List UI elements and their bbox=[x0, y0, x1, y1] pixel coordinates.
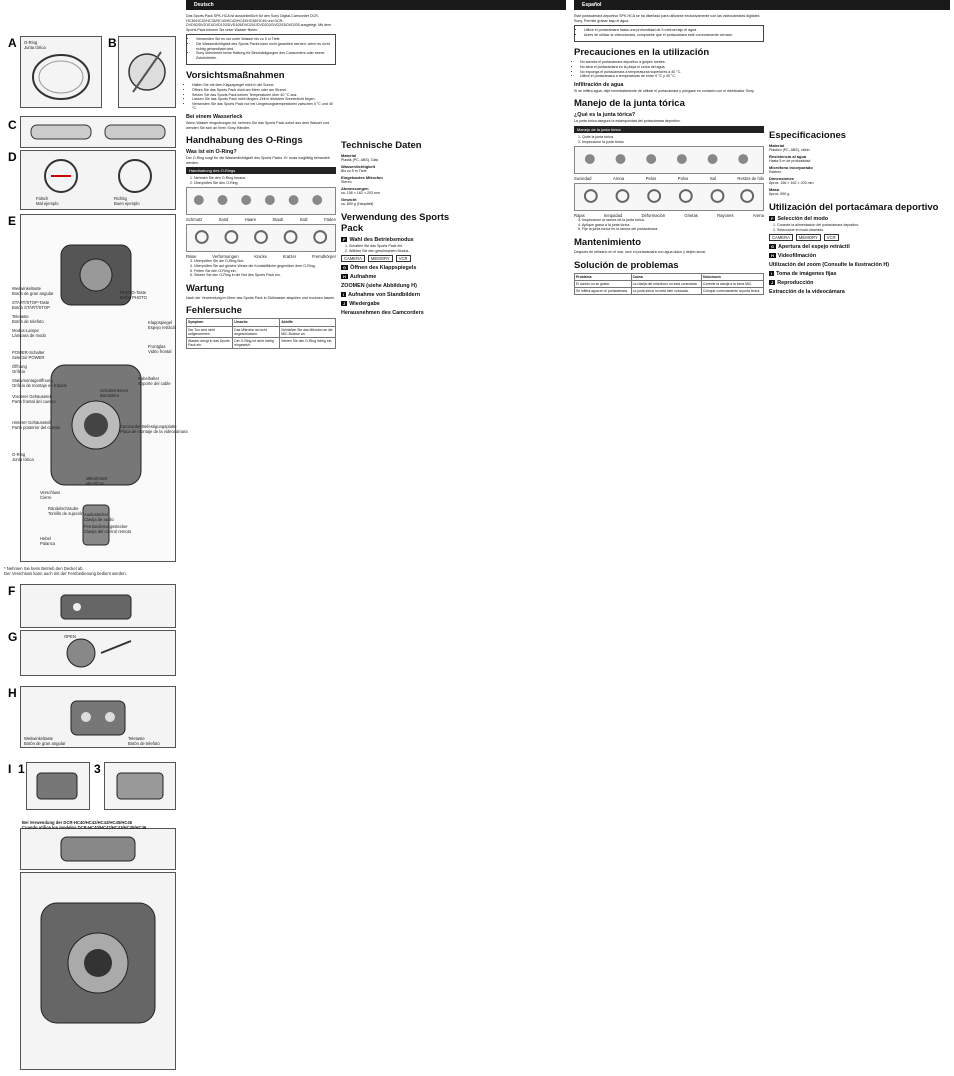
spec-value: Stereo bbox=[341, 180, 352, 185]
mode-vcr: VCR bbox=[396, 255, 411, 262]
table-cell: Der O-Ring ist nicht richtig eingesetzt. bbox=[233, 338, 280, 349]
deutsch-oring-step: 4. Überprüfen Sie auf gleiche Weise die Kontaktfläche gegenüber dem O-Ring. bbox=[194, 264, 336, 269]
espanol-use-h: Videofilmación bbox=[777, 253, 817, 260]
figure-e-label-rear-part: Vorderer Gehäuseteil Parte frontal del cuerpo bbox=[12, 394, 56, 404]
deutsch-remove: Herausnehmen des Camcorders bbox=[341, 310, 424, 317]
figure-d-label-wrong: Falsch Mal ejemplo bbox=[36, 196, 59, 206]
deutsch-check-items bbox=[186, 217, 336, 222]
deutsch-trouble-table bbox=[186, 318, 336, 349]
damage-item: Grietas bbox=[684, 213, 698, 219]
spec-value: Estéreo bbox=[769, 170, 782, 175]
spec-value: Plástico (PC, ABS), vidrio bbox=[769, 148, 810, 152]
spec-label: Wasserdichtigkeit bbox=[341, 164, 376, 170]
espanol-precaution: • Utilice el portacámara a temperaturas de entre 0 °C y 40 °C. bbox=[580, 74, 764, 79]
deutsch-oring-bar: Handhabung des O-Rings bbox=[186, 167, 336, 174]
check-item: Sand bbox=[218, 217, 229, 223]
deutsch-use-f-step: 1. Schalten Sie das Sports Pack ein. bbox=[349, 244, 451, 249]
table-row bbox=[575, 287, 764, 294]
figure-e-label-lever: Hebel Palanca bbox=[40, 536, 56, 546]
damage-item: Fremdkörper bbox=[312, 254, 336, 260]
spec-label: Masa bbox=[769, 187, 780, 193]
step-tag-h: H bbox=[771, 253, 774, 259]
deutsch-column-1 bbox=[186, 10, 336, 351]
figure-g-label: OPEN bbox=[64, 634, 76, 639]
check-item: Schmutz bbox=[186, 217, 203, 223]
spec-value: Hasta 5 m de profundidad bbox=[769, 159, 811, 164]
deutsch-check-figure bbox=[186, 187, 336, 215]
step-tag-f: F bbox=[343, 236, 346, 242]
figure-e-label-lock: Verschluss Cierre bbox=[40, 490, 61, 500]
espanol-intro-note bbox=[574, 25, 764, 42]
table-cell: Conecte la clavija a la toma MIC. bbox=[701, 280, 763, 287]
table-cell: Das Mikrofon ist nicht angeschlossen. bbox=[233, 326, 280, 337]
table-header: Soluciones bbox=[701, 273, 763, 280]
damage-item: Verformungen bbox=[212, 254, 239, 260]
espanol-oring-title: Manejo de la junta tórica bbox=[574, 98, 685, 110]
table-cell: Schließen Sie das Mikrofon an die MIC-Buchse an. bbox=[280, 326, 336, 337]
check-item: Salz bbox=[299, 217, 308, 223]
figure-a-label: O-Ring Junta tórica bbox=[24, 40, 46, 50]
step-tag-g: G bbox=[343, 265, 347, 271]
deutsch-damage-figure bbox=[186, 224, 336, 252]
deutsch-use-f: Wahl des Betriebsmodus bbox=[349, 236, 414, 243]
espanol-use-f-step: 1. Conecte la alimentación del portacámara deportivo. bbox=[777, 223, 945, 228]
check-item: Fäden bbox=[324, 217, 336, 223]
mode-camera: CAMERA bbox=[341, 255, 365, 262]
deutsch-oring-step: 6. Setzen Sie den O-Ring in die Nut des Sports Pack ein. bbox=[194, 273, 336, 278]
espanol-oring-step: 5. Fije la junta tórica en la ranura del portacámara. bbox=[582, 227, 764, 232]
figure-e-label-connector: Audiostecker Clavija de audio bbox=[84, 512, 114, 522]
table-cell: Setzen Sie den O-Ring richtig ein. bbox=[280, 338, 336, 349]
deutsch-use-g: Öffnen des Klappspiegels bbox=[350, 265, 417, 272]
figure-e-label-rear-case: Hinterer Gehäuseteil Parte posterior del cuerpo bbox=[12, 420, 61, 430]
figure-i-1 bbox=[26, 762, 90, 810]
figure-caption: Bei Verwendung der DCR-HC40/HC42/HC43/HC45/HC46 Cuando utilice los modelos DCR-HC40/HC42/HC43/HC45/HC46 bbox=[22, 820, 147, 830]
figure-h-label-tele: Teletaste Botón de telefoto bbox=[128, 736, 160, 746]
deutsch-oring-step: 5. Fetten Sie den O-Ring ein. bbox=[194, 269, 336, 274]
figure-camcorder-large bbox=[20, 872, 176, 1070]
espanol-section bbox=[574, 0, 950, 1076]
espanol-precaution: • No exponga el portacámara a temperaturas superiores a 40 °C. bbox=[580, 70, 764, 75]
table-cell: Se infiltra agua en el portacámara. bbox=[575, 287, 632, 294]
check-item: Pelos bbox=[645, 176, 657, 182]
deutsch-precaution: • Halten Sie mit dem Klappspiegel nicht in die Sonne. bbox=[192, 83, 336, 88]
espanol-trouble-title: Solución de problemas bbox=[574, 259, 679, 271]
deutsch-oring-step: 1. Nehmen Sie den O-Ring heraus. bbox=[194, 176, 336, 181]
espanol-precaution: • No someta el portacámara deportivo a golpes fuertes. bbox=[580, 60, 764, 65]
figure-i-3 bbox=[104, 762, 176, 810]
figure-e-label-strap: Schulterriemen Bandolera bbox=[100, 388, 129, 398]
figure-e-label-mount-hole: Stativmontageöffnung Orificio de montaje en trípode bbox=[12, 378, 67, 388]
table-cell: La clavija del micrófono no está conectada. bbox=[631, 280, 701, 287]
deutsch-use-i: Aufnahme von Standbildern bbox=[348, 292, 421, 299]
espanol-use-i: Toma de imágenes fijas bbox=[776, 271, 837, 278]
espanol-damage-figure bbox=[574, 183, 764, 211]
deutsch-zoom: ZOOMEN (siehe Abbildung H) bbox=[341, 283, 417, 290]
deutsch-oring-step: 2. Überprüfen Sie den O-Ring. bbox=[194, 181, 336, 186]
spec-label: Material bbox=[341, 153, 357, 158]
figure-e-label-oring: O-Ring Junta tórica bbox=[12, 452, 34, 462]
espanol-intro: Este portacámara deportivo SPK-HCA se ha diseñado para utilizarse exclusivamente con las videocámaras digitales Sony. Permite grabar bajo el agua. bbox=[574, 14, 760, 23]
figure-e-label-holder: Kabelhalter Soporte del cable bbox=[138, 376, 171, 386]
spec-value: Aprox. 890 g bbox=[769, 192, 790, 197]
espanol-mode-selector bbox=[769, 234, 945, 241]
espanol-column-1 bbox=[574, 10, 764, 297]
deutsch-precaution: • Öffnen Sie das Sports Pack nicht am Meer oder am Strand. bbox=[192, 88, 336, 93]
table-cell: La junta tórica no está bien colocada. bbox=[631, 287, 701, 294]
spec-value: Plastik (PC, ABS), Glas bbox=[341, 158, 379, 162]
spec-value: Aprox. 156 × 162 × 203 mm bbox=[769, 181, 814, 186]
deutsch-oring-text: Der O-Ring sorgt für die Wasserdichtigkeit des Sports Packs. Er muss sorgfältig behandelt werden. bbox=[186, 156, 330, 165]
mode-memory: MEMORY bbox=[368, 255, 393, 262]
figure-letter-g: G bbox=[8, 630, 18, 644]
deutsch-intro-bullet: • Die Wasserdichtigkeit des Sports Packs kann nicht garantiert werden, wenn es nicht richtig gehandhabt wird. bbox=[196, 42, 332, 51]
espanol-precaution: • No abra el portacámara en la playa ni cerca del agua. bbox=[580, 65, 764, 70]
deutsch-column-2 bbox=[341, 10, 451, 351]
espanol-check-figure bbox=[574, 146, 764, 174]
check-item: Sal bbox=[709, 176, 716, 182]
figure-letter-a: A bbox=[8, 36, 17, 50]
deutsch-tab: Deutsch bbox=[186, 0, 566, 10]
deutsch-precaution: • Verwenden Sie das Sports Pack nur bei Umgebungstemperaturen zwischen 0 °C und 40 °C. bbox=[192, 102, 336, 111]
damage-item: Inequidad bbox=[603, 213, 623, 219]
figure-i-4 bbox=[20, 828, 176, 870]
espanol-intro-bullet: • Antes de utilizar la videocámara, compruebe que el portacámara esté correctamente cerrado. bbox=[584, 33, 760, 38]
espanol-remove: Extracción de la videocámara bbox=[769, 289, 845, 296]
figure-e-label-tele: Teletaste Botón de telefoto bbox=[12, 314, 44, 324]
figure-g bbox=[20, 630, 176, 676]
deutsch-oring-title: Handhabung des O-Rings bbox=[186, 135, 303, 147]
figure-e-label-mode-lamp: Modus-Lampe Lámpara de modo bbox=[12, 328, 46, 338]
figure-e bbox=[20, 214, 176, 562]
table-row bbox=[575, 280, 764, 287]
figure-letter-f: F bbox=[8, 584, 16, 598]
spec-value: ca. 890 g (Hauptteil) bbox=[341, 202, 374, 207]
damage-item: Rajas bbox=[574, 213, 585, 219]
check-item: Haare bbox=[244, 217, 257, 223]
table-cell: Wasser dringt in das Sports Pack ein. bbox=[187, 338, 233, 349]
espanol-zoom: Utilización del zoom (Consulte la ilustración H) bbox=[769, 262, 890, 269]
espanol-oring-step: 4. Aplique grasa a la junta tórica. bbox=[582, 223, 764, 228]
espanol-oring-step: 1. Quite la junta tórica. bbox=[582, 135, 764, 140]
figure-e-label-knob: Rändelschraube Tornillo de sujeción bbox=[48, 506, 84, 516]
espanol-use-f-step: 2. Seleccione el modo deseado. bbox=[777, 228, 945, 233]
deutsch-intro-bullet: • Verwenden Sie es nur unter Wasser bis zu 5 m Tiefe. bbox=[196, 37, 332, 42]
deutsch-maintenance: Nach der Verwendung im Meer das Sports Pack in Süßwasser abspülen und trocknen lassen. bbox=[186, 295, 336, 300]
figure-d-label-right: Richtig Buen ejemplo bbox=[114, 196, 140, 206]
espanol-specs-title: Especificaciones bbox=[769, 130, 847, 141]
deutsch-use-f-step: 2. Wählen Sie den gewünschten Modus. bbox=[349, 249, 451, 254]
step-tag-i: I bbox=[771, 271, 773, 277]
figure-letter-d: D bbox=[8, 150, 17, 164]
deutsch-columns bbox=[186, 10, 566, 351]
spec-value: ca. 156 × 162 × 203 mm bbox=[341, 191, 380, 196]
table-cell: El sonido no se graba. bbox=[575, 280, 632, 287]
figure-i-number-1: 1 bbox=[18, 762, 25, 776]
deutsch-trouble-title: Fehlersuche bbox=[186, 305, 242, 317]
spec-label: Material bbox=[769, 143, 785, 148]
figure-h-label-wide: Weitwinkeltaste Botón de gran angular bbox=[24, 736, 66, 746]
step-tag-g: G bbox=[771, 244, 775, 250]
deutsch-precautions-title: Vorsichtsmaßnahmen bbox=[186, 70, 285, 82]
figure-e-label-photo: PHOTO-Taste Botón PHOTO bbox=[120, 290, 147, 300]
table-header: Causa bbox=[631, 273, 701, 280]
spec-label: Dimensiones bbox=[769, 176, 794, 182]
espanol-use-g: Apertura del espejo retráctil bbox=[778, 244, 850, 251]
step-tag-f: F bbox=[771, 215, 774, 221]
table-cell: Der Ton wird nicht aufgenommen. bbox=[187, 326, 233, 337]
deutsch-intro: Das Sports Pack SPK-HCA ist ausschließlich für den Sony Digital-Camcorder DCR-HC30/HC32/HC33/HC40/HC42/HC43/HC45/HC46 und DCR-DVD92/DVD101/DVD103/DVD105/DVD201/DVD202/DVD203/DVD205 ausgelegt. Mit dem Sports Pack können Sie unter Wasser filmen. bbox=[186, 14, 332, 32]
table-header: Problema bbox=[575, 273, 632, 280]
deutsch-use-j: Wiedergabe bbox=[349, 301, 380, 308]
damage-item: Risse bbox=[186, 254, 197, 260]
deutsch-intro-bullet: • Sony übernimmt keine Haftung für Beschädigungen des Camcorders oder seiner Zubehörteile. bbox=[196, 51, 332, 60]
check-item: Polvo bbox=[677, 176, 689, 182]
figure-e-footnote: * Nehmen Sie beim Betrieb den Deckel ab. Der Verschluss kann auch mit der Fernbedienung bedient werden. bbox=[4, 566, 127, 576]
table-cell: Coloque correctamente la junta tórica. bbox=[701, 287, 763, 294]
deutsch-after-use-title: Bei einem Wasserleck bbox=[186, 113, 243, 120]
damage-item: Arena bbox=[752, 213, 764, 219]
figure-c bbox=[20, 116, 176, 148]
espanol-oring-question: ¿Qué es la junta tórica? bbox=[574, 112, 636, 119]
spec-label: Gewicht bbox=[341, 197, 357, 203]
step-tag-h: H bbox=[343, 274, 346, 280]
espanol-check-items bbox=[574, 176, 764, 181]
espanol-intro-bullet: • Utilice el portacámara hasta una profundidad de 5 metros bajo el agua. bbox=[584, 28, 760, 33]
step-tag-i: I bbox=[343, 292, 345, 298]
deutsch-use-title: Verwendung des Sports Pack bbox=[341, 211, 450, 234]
deutsch-oring-step: 3. Überprüfen Sie die O-Ring-Nut. bbox=[194, 259, 336, 264]
figure-column bbox=[0, 0, 188, 1076]
figure-i-number-3: 3 bbox=[94, 762, 101, 776]
deutsch-mode-selector bbox=[341, 255, 451, 262]
espanol-maintenance: Después de utilizarlo en el mar, lave el portacámara con agua dulce y déjelo secar. bbox=[574, 249, 707, 254]
espanol-maintenance-title: Mantenimiento bbox=[574, 236, 642, 248]
figure-letter-i: I bbox=[8, 762, 12, 776]
deutsch-oring-question: Was ist ein O-Ring? bbox=[186, 149, 237, 156]
figure-letter-c: C bbox=[8, 118, 17, 132]
espanol-tab: Español bbox=[574, 0, 950, 10]
mode-vcr: VCR bbox=[824, 234, 839, 241]
check-item: Arena bbox=[613, 176, 625, 182]
espanol-use-f: Selección del modo bbox=[777, 215, 829, 222]
espanol-leak-title: Infiltración de agua bbox=[574, 81, 624, 88]
step-tag-j: J bbox=[343, 301, 346, 307]
espanol-use-title: Utilización del portacámara deportivo bbox=[769, 201, 939, 213]
deutsch-precaution: • Lassen Sie das Sports Pack nicht längere Zeit in direktem Sonnenlicht liegen. bbox=[192, 97, 336, 102]
damage-item: Kratzer bbox=[282, 254, 297, 260]
check-item: Restos de hilo bbox=[737, 176, 764, 182]
check-item: Staub bbox=[272, 217, 284, 223]
figure-letter-h: H bbox=[8, 686, 17, 700]
figure-e-label-mic: Mikrofonteil Micrófono bbox=[86, 476, 108, 486]
spec-label: Abmessungen bbox=[341, 186, 369, 192]
spec-label: Resistencia al agua bbox=[769, 154, 807, 160]
espanol-oring-step: 2. Inspeccione la junta tórica. bbox=[582, 140, 764, 145]
spec-label: Eingebautes Mikrofon bbox=[341, 175, 383, 181]
figure-b bbox=[118, 36, 176, 108]
figure-e-label-camcorder: Camcorder-Befestigungsplatte Placa de montaje de la videocámara bbox=[120, 424, 188, 434]
espanol-oring-text: La junta tórica asegura la estanqueidad del portacámara deportivo. bbox=[574, 119, 681, 124]
table-header: Symptom bbox=[187, 319, 233, 326]
espanol-use-j: Reproducción bbox=[777, 280, 814, 287]
deutsch-intro-note bbox=[186, 34, 336, 65]
check-item: Suciedad bbox=[574, 176, 592, 182]
espanol-columns bbox=[574, 10, 950, 297]
espanol-leak: Si se infiltra agua, deje inmediatamente de utilizar el portacámara y póngase en contacto con el distribuidor Sony. bbox=[574, 88, 755, 93]
deutsch-after-use: Wenn Wasser eingedrungen ist, nehmen Sie das Sports Pack sofort aus dem Wasser und wenden Sie sich an Ihren Sony-Händler. bbox=[186, 120, 330, 130]
spec-value: Bis zu 5 m Tiefe bbox=[341, 169, 367, 174]
deutsch-use-h: Aufnahme bbox=[349, 274, 377, 281]
figure-e-label-startstop: START/STOP-Taste Botón START/STOP bbox=[12, 300, 50, 310]
figure-e-label-mirror: Klappspiegel Espejo retráctil bbox=[148, 320, 176, 330]
figure-letter-e: E bbox=[8, 214, 17, 228]
figure-e-label-wide: Weitwinkeltaste Botón de gran angular bbox=[12, 286, 54, 296]
deutsch-section bbox=[186, 0, 566, 1076]
damage-item: Deformación bbox=[641, 213, 666, 219]
mode-memory: MEMORY bbox=[796, 234, 821, 241]
figure-e-label-remote: Fernbedienungsstecker Clavija del control remoto bbox=[84, 524, 132, 534]
mode-camera: CAMERA bbox=[769, 234, 793, 241]
espanol-trouble-table bbox=[574, 273, 764, 296]
table-header: Ursache bbox=[233, 319, 280, 326]
espanol-oring-step: 3. Inspeccione la ranura de la junta tórica. bbox=[582, 218, 764, 223]
damage-item: Rayones bbox=[717, 213, 734, 219]
table-row bbox=[187, 338, 336, 349]
figure-e-label-front-cover: Frontglas Vidrio frontal bbox=[148, 344, 172, 354]
figure-letter-b: B bbox=[108, 36, 117, 50]
step-tag-j: J bbox=[771, 280, 774, 286]
deutsch-precaution: • Setzen Sie das Sports Pack keinen Temperaturen über 40 °C aus. bbox=[192, 93, 336, 98]
spec-label: Micrófono incorporado bbox=[769, 165, 813, 171]
deutsch-specs-title: Technische Daten bbox=[341, 140, 422, 151]
damage-item: Knicke bbox=[254, 254, 267, 260]
table-header: Abhilfe bbox=[280, 319, 336, 326]
espanol-column-2 bbox=[769, 10, 945, 297]
figure-e-label-power: POWER-Schalter Selector POWER bbox=[12, 350, 45, 360]
deutsch-maintenance-title: Wartung bbox=[186, 282, 225, 294]
espanol-precautions-title: Precauciones en la utilización bbox=[574, 47, 710, 59]
espanol-oring-bar: Manejo de la junta tórica bbox=[574, 126, 764, 133]
figure-e-label-opening: Öffnung Orificio bbox=[12, 364, 27, 374]
figure-f bbox=[20, 584, 176, 628]
table-row bbox=[187, 326, 336, 337]
